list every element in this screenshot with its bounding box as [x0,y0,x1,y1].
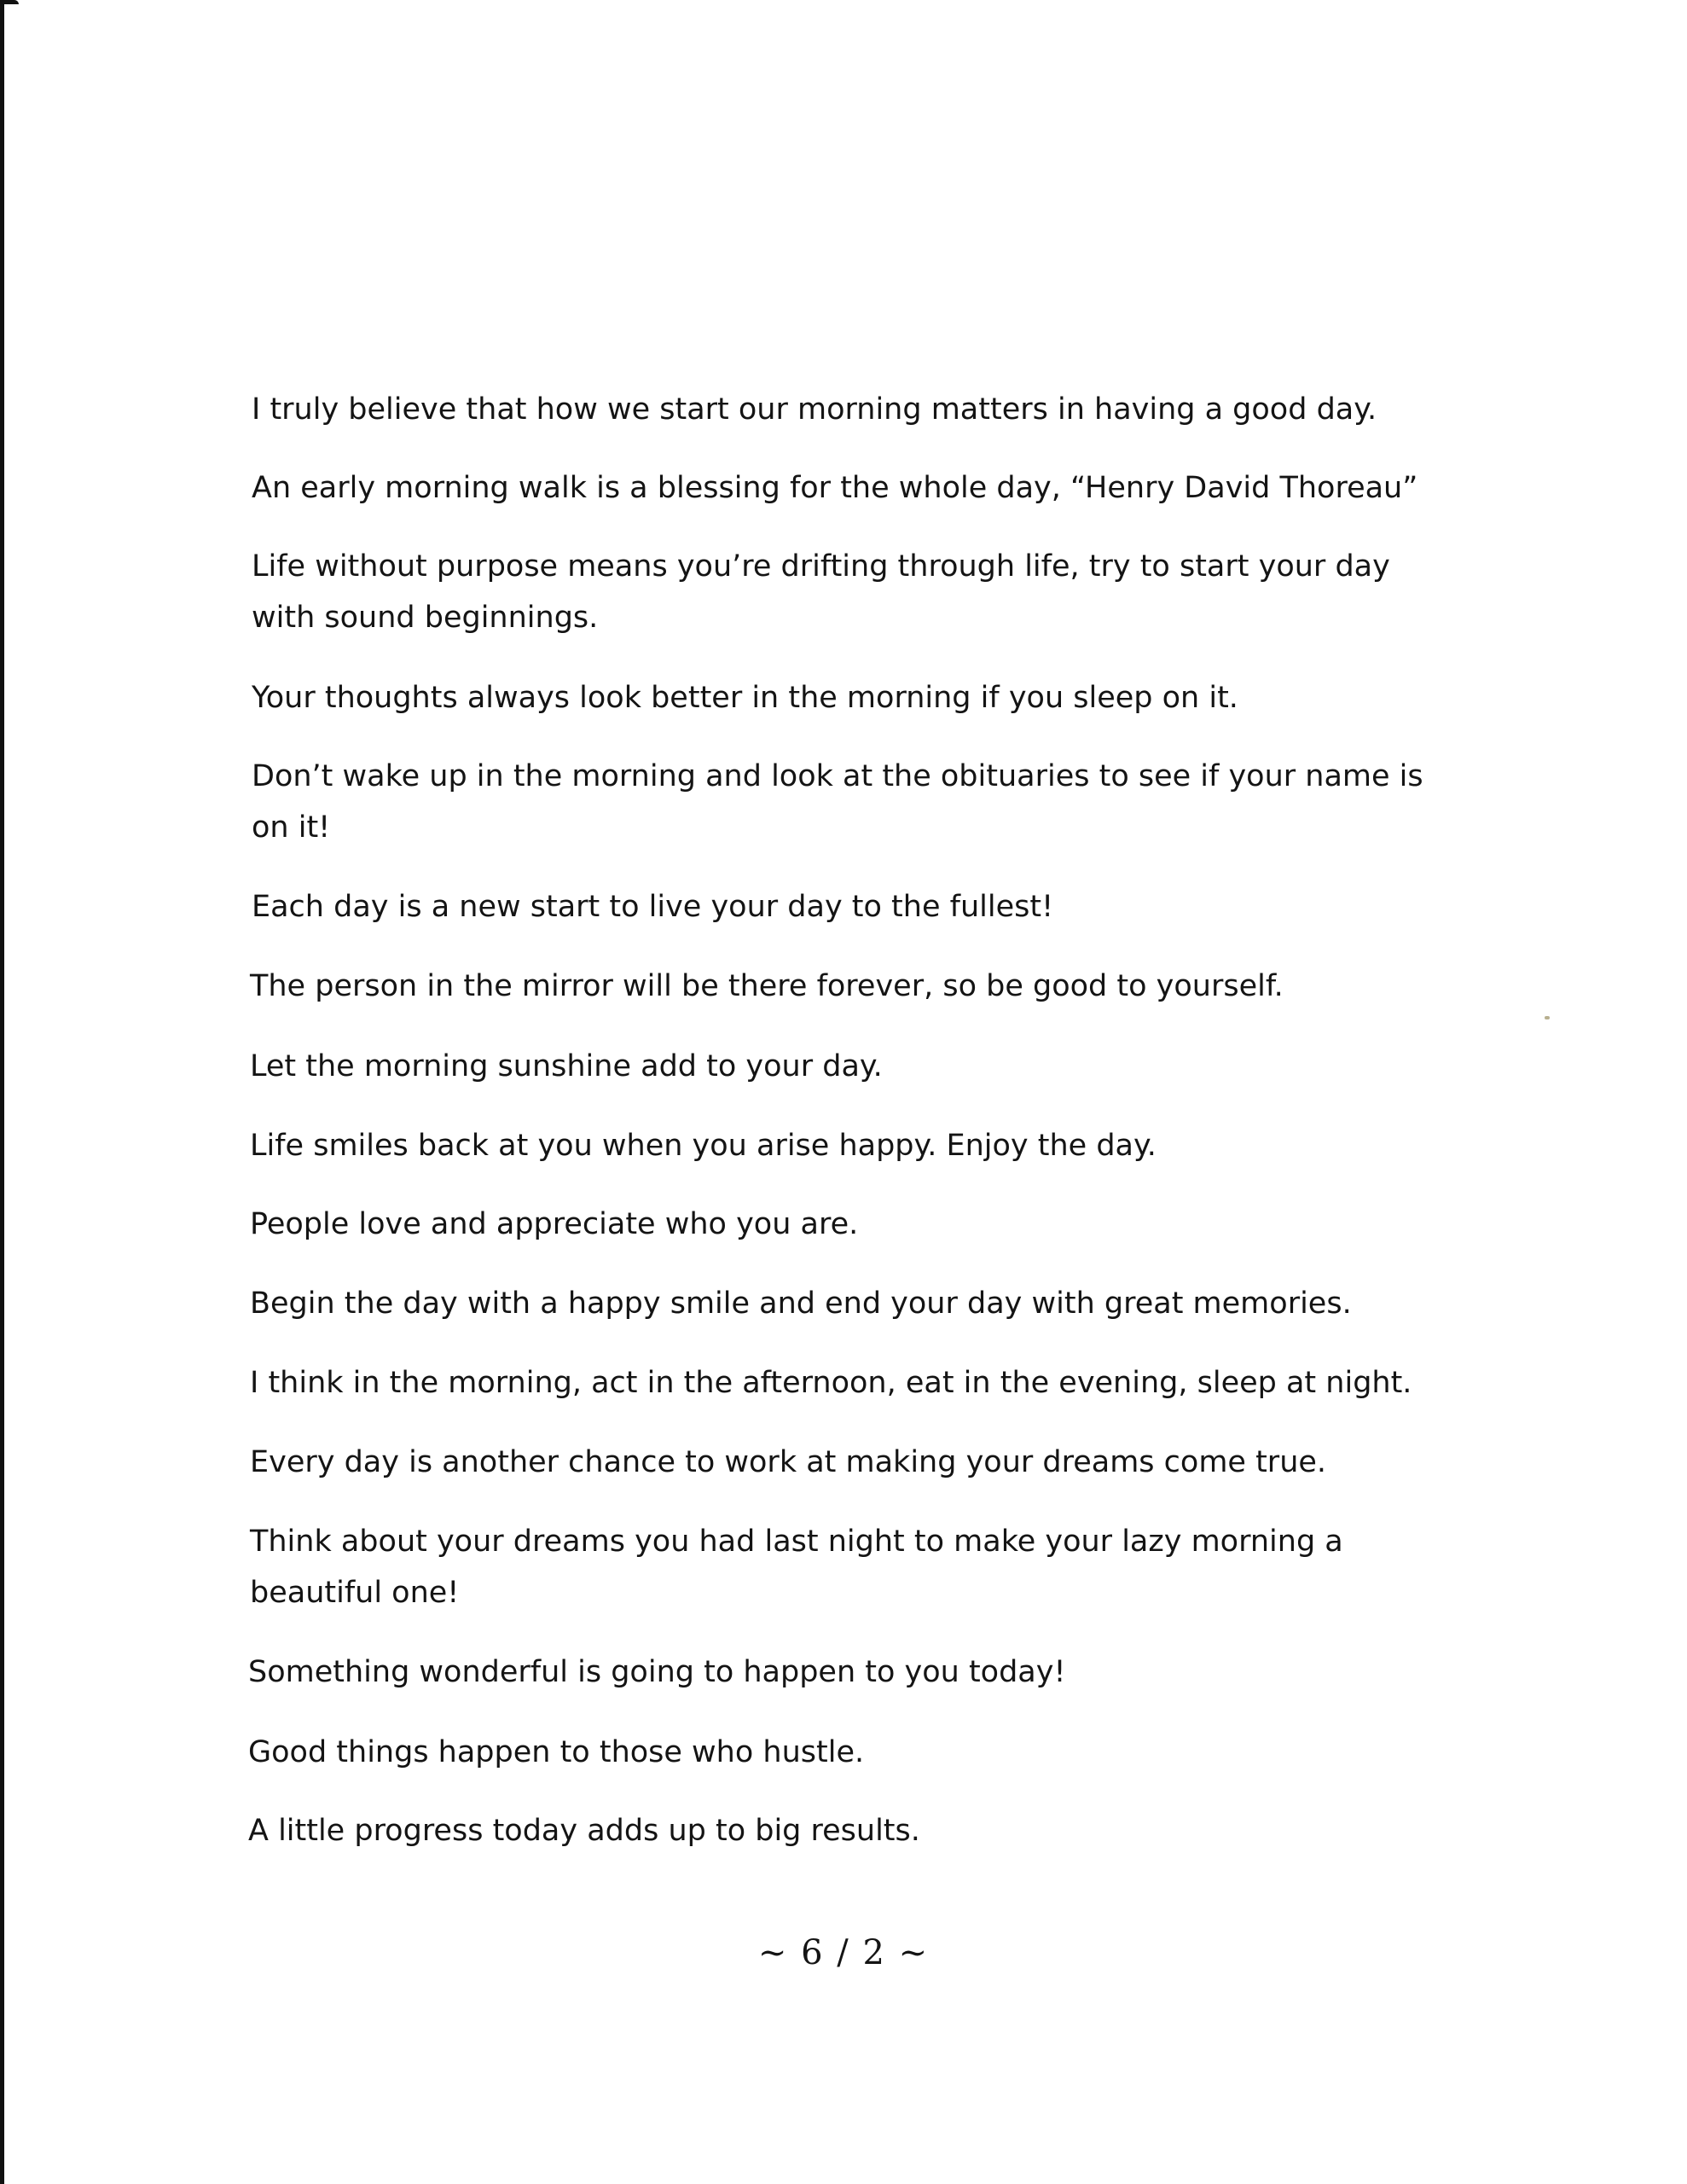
quote-line: with sound beginnings. [252,601,599,635]
quote-line: People love and appreciate who you are. [250,1207,859,1241]
quote-line: Life without purpose means you’re drifting through life, try to start your day [252,549,1390,584]
quote-line: beautiful one! [250,1576,460,1610]
quote-line: Think about your dreams you had last night to make your lazy morning a [250,1525,1343,1559]
quote-line: on it! [252,810,331,845]
quote-line: A little progress today adds up to big results. [248,1814,920,1848]
quote-line: Every day is another chance to work at making your dreams come true. [250,1445,1327,1479]
page-number: ~ 6 / 2 ~ [757,1933,930,1972]
quote-line: Each day is a new start to live your day to the fullest! [252,890,1054,924]
quote-line: I truly believe that how we start our morning matters in having a good day. [252,392,1377,427]
quote-line: I think in the morning, act in the afternoon, eat in the evening, sleep at night. [250,1366,1412,1400]
quote-line: Begin the day with a happy smile and end your day with great memories. [250,1287,1352,1321]
quote-line: The person in the mirror will be there forever, so be good to yourself. [250,969,1284,1003]
quote-line: Good things happen to those who hustle. [248,1735,865,1769]
quote-line: Your thoughts always look better in the morning if you sleep on it. [252,681,1238,715]
quote-line: Don’t wake up in the morning and look at the obituaries to see if your name is [252,759,1423,793]
quote-line: Something wonderful is going to happen to you today! [248,1655,1066,1689]
quote-line: Life smiles back at you when you arise happy. Enjoy the day. [250,1129,1157,1163]
quote-line: An early morning walk is a blessing for the whole day, “Henry David Thoreau” [252,471,1418,505]
quote-line: Let the morning sunshine add to your day. [250,1049,883,1083]
